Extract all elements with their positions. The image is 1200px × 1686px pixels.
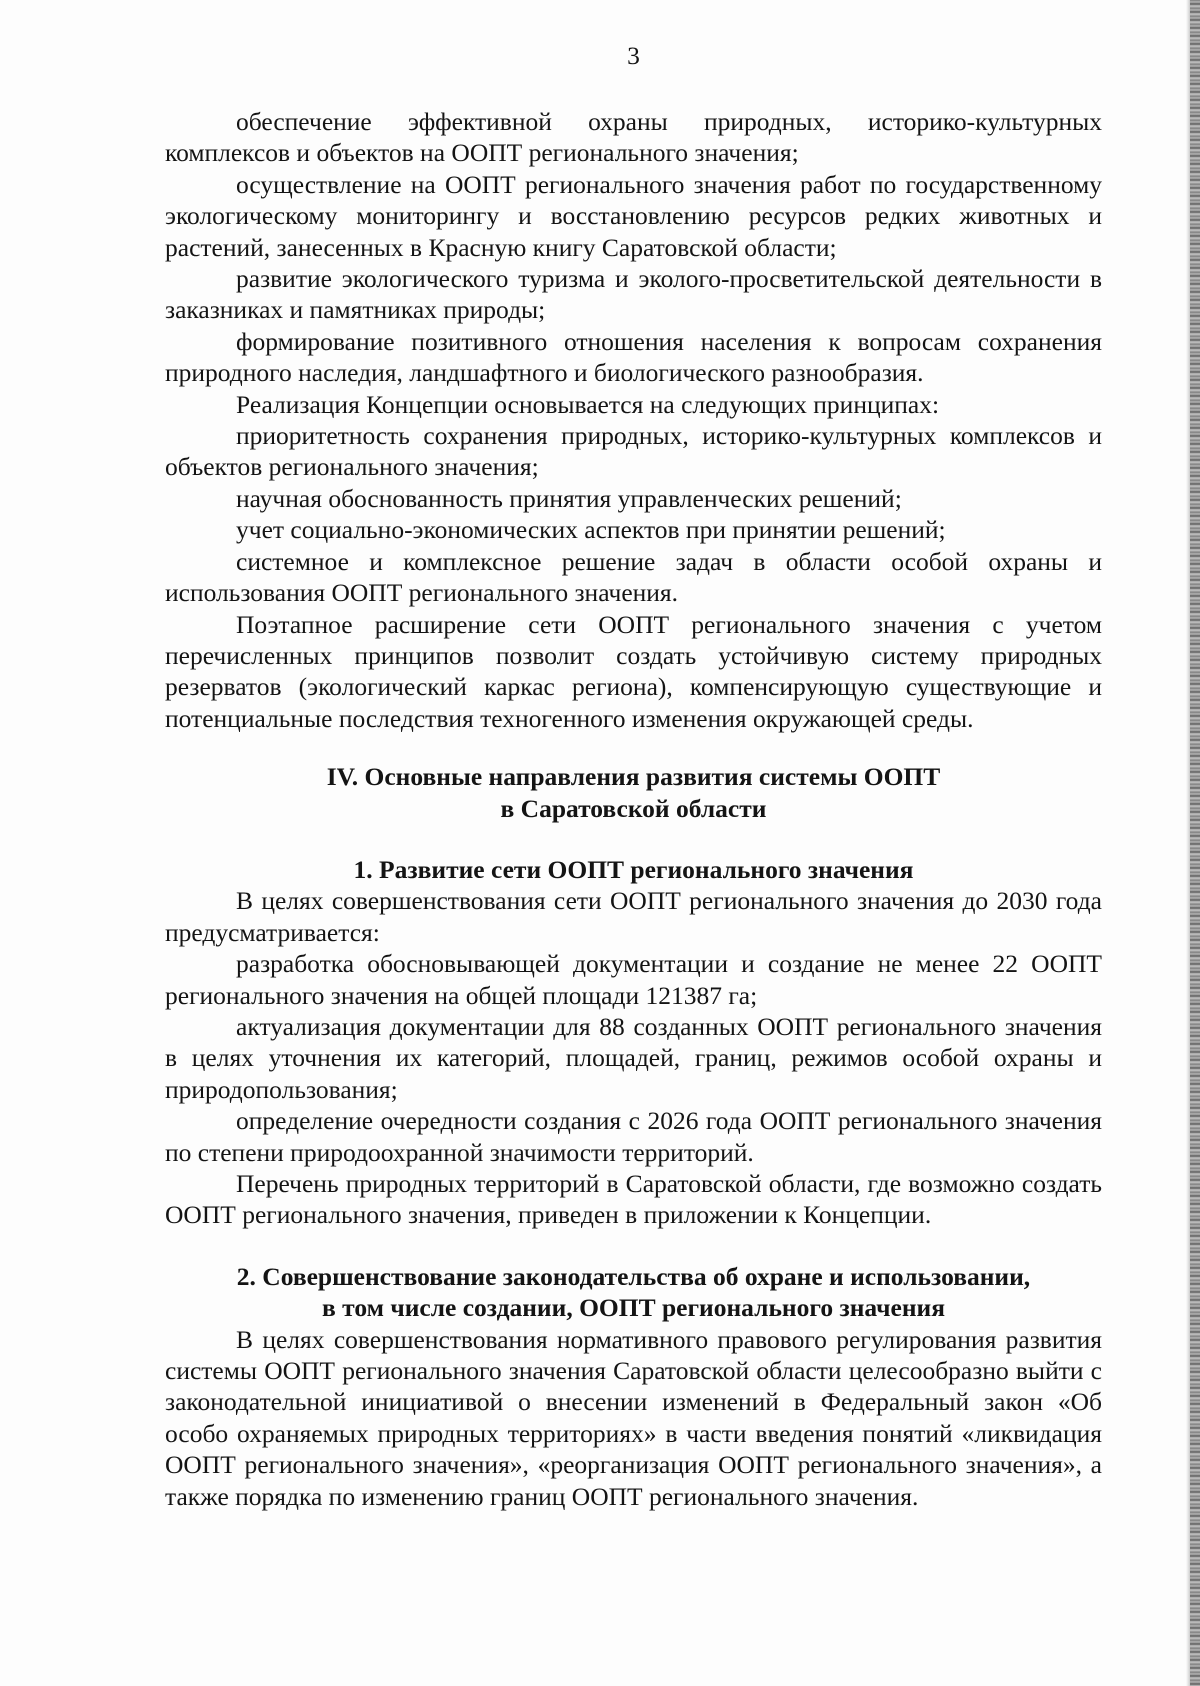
document-content	[165, 40, 1102, 1512]
subsection-2-title-line1: 2. Совершенствование законодательства об охране и использовании,	[236, 1261, 1031, 1291]
paragraph-intro-8: учет социально-экономических аспектов при принятии решений;	[236, 515, 946, 545]
section-iv-title-line2: в Саратовской области	[500, 793, 767, 823]
paragraph-intro-10: Поэтапное расширение сети ООПТ регионального значения с учетом перечисленных принципов позволит создать устойчивую систему природных резерватов (экологический каркас региона), компенсирующую существующие и потенциальные последствия техногенного изменения окружающей среды.	[165, 609, 1102, 733]
scan-edge	[1190, 0, 1200, 1686]
paragraph-intro-4: формирование позитивного отношения населения к вопросам сохранения природного наследия, ландшафтного и биологического разнообразия.	[165, 326, 1102, 388]
subsection-2-heading	[165, 1261, 1102, 1324]
paragraph-intro-3: развитие экологического туризма и эколого-просветительской деятельности в заказниках и памятниках природы;	[165, 264, 1102, 325]
paragraph-intro-5: Реализация Концепции основывается на следующих принципах:	[236, 389, 940, 419]
subsection-1-heading: 1. Развитие сети ООПТ регионального значения	[353, 854, 914, 884]
subsection-1-paragraph-5: Перечень природных территорий в Саратовской области, где возможно создать ООПТ регионального значения, приведен в приложении к Концепции.	[165, 1169, 1102, 1230]
paragraph-intro-2: осуществление на ООПТ регионального значения работ по государственному экологическому мониторингу и восстановлению ресурсов редких животных и растений, занесенных в Красную книгу Саратовской области;	[165, 169, 1102, 262]
paragraph-intro-9: системное и комплексное решение задач в области особой охраны и использования ООПТ регионального значения.	[165, 546, 1102, 608]
subsection-1-paragraph-2: разработка обосновывающей документации и создание не менее 22 ООПТ регионального значения на общей площади 121387 га;	[165, 949, 1102, 1010]
subsection-1-paragraph-1: В целях совершенствования сети ООПТ регионального значения до 2030 года предусматривается:	[165, 886, 1102, 947]
section-iv-title-line1: IV. Основные направления развития системы ООПТ	[326, 762, 941, 792]
subsection-1-paragraph-4: определение очередности создания с 2026 года ООПТ регионального значения по степени природоохранной значимости территорий.	[165, 1106, 1102, 1167]
page-number: 3	[627, 41, 640, 70]
paragraph-intro-1: обеспечение эффективной охраны природных, историко-культурных комплексов и объектов на ООПТ регионального значения;	[165, 107, 1102, 168]
subsection-1-paragraph-3: актуализация документации для 88 созданных ООПТ регионального значения в целях уточнения их категорий, площадей, границ, режимов особой охраны и природопользования;	[165, 1011, 1102, 1104]
section-iv-heading	[165, 761, 1102, 824]
subsection-2-title-line2: в том числе создании, ООПТ регионального значения	[322, 1293, 945, 1323]
paragraph-intro-7: научная обоснованность принятия управленческих решений;	[236, 483, 902, 513]
subsection-2-paragraph-1: В целях совершенствования нормативного правового регулирования развития системы ООПТ регионального значения Саратовской области целесообразно выйти с законодательной инициативой о внесении изменений в Федеральный закон «Об особо охраняемых природных территориях» в части введения понятий «ликвидация ООПТ регионального значения», «реорганизация ООПТ регионального значения», а также порядка по изменению границ ООПТ регионального значения.	[165, 1324, 1102, 1511]
paragraph-intro-6: приоритетность сохранения природных, историко-культурных комплексов и объектов регионального значения;	[165, 421, 1102, 482]
